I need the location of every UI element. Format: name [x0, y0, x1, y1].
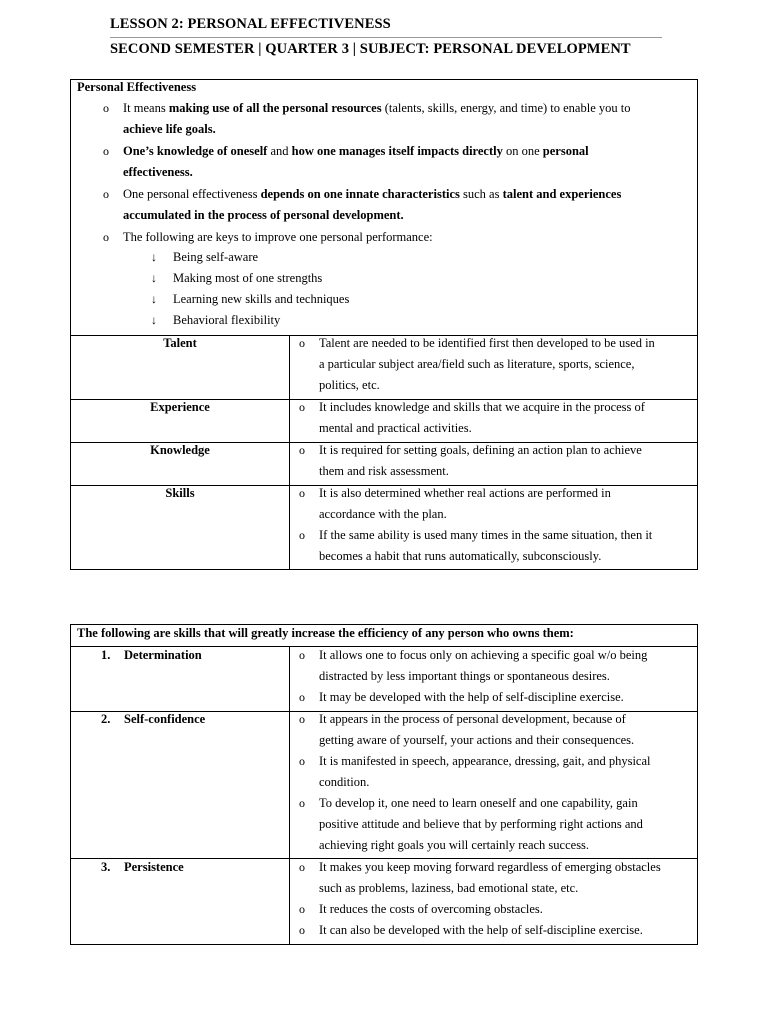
- row-text: distracted by less important things or spontaneous desires.: [319, 669, 610, 683]
- row-text: such as problems, laziness, bad emotional state, etc.: [319, 881, 579, 895]
- bullet-icon: o: [103, 101, 109, 115]
- efficiency-skills-table: [70, 624, 698, 945]
- lesson-subtitle: SECOND SEMESTER | QUARTER 3 | SUBJECT: PERSONAL DEVELOPMENT: [110, 41, 631, 57]
- row-text: It appears in the process of personal development, because of: [319, 712, 626, 726]
- bullet-icon: o: [299, 902, 305, 916]
- bullet-icon: o: [299, 486, 305, 500]
- row-text: getting aware of yourself, your actions and their consequences.: [319, 733, 635, 747]
- header-divider: [110, 37, 662, 38]
- arrow-down-icon: ↓: [151, 292, 157, 306]
- row-text: achieving right goals you will certainly reach success.: [319, 838, 590, 852]
- bullet-icon: o: [299, 443, 305, 457]
- row-text: condition.: [319, 775, 370, 789]
- bullet-icon: o: [299, 690, 305, 704]
- lesson-title: LESSON 2: PERSONAL EFFECTIVENESS: [110, 16, 391, 32]
- bullet-icon: o: [299, 754, 305, 768]
- row-text: a particular subject area/field such as literature, sports, science,: [319, 357, 635, 371]
- arrow-down-icon: ↓: [151, 250, 157, 264]
- row-label-persistence: Persistence: [124, 860, 184, 874]
- row-label-knowledge: Knowledge: [150, 443, 210, 457]
- row-text: becomes a habit that runs automatically, subconsciously.: [319, 549, 602, 563]
- row-label-talent: Talent: [163, 336, 197, 350]
- row-text: It is required for setting goals, defining an action plan to achieve: [319, 443, 642, 457]
- section-heading: Personal Effectiveness: [77, 80, 197, 94]
- row-label-self-confidence: Self-confidence: [124, 712, 206, 726]
- bullet-icon: o: [299, 796, 305, 810]
- bullet-icon: o: [299, 528, 305, 542]
- row-label-determination: Determination: [124, 648, 202, 662]
- arrow-down-icon: ↓: [151, 313, 157, 327]
- row-text: It is manifested in speech, appearance, dressing, gait, and physical: [319, 754, 651, 768]
- list-item-continuation: achieve life goals.: [123, 122, 216, 136]
- row-text: It includes knowledge and skills that we acquire in the process of: [319, 400, 645, 414]
- bullet-icon: o: [103, 230, 109, 244]
- row-text: Talent are needed to be identified first then developed to be used in: [319, 336, 655, 350]
- row-text: If the same ability is used many times in the same situation, then it: [319, 528, 653, 542]
- row-text: positive attitude and believe that by performing right actions and: [319, 817, 643, 831]
- bullet-icon: o: [299, 860, 305, 874]
- row-text: It allows one to focus only on achieving a specific goal w/o being: [319, 648, 648, 662]
- list-item-continuation: effectiveness.: [123, 165, 193, 179]
- bullet-icon: o: [299, 923, 305, 937]
- bullet-icon: o: [299, 712, 305, 726]
- row-label-skills: Skills: [165, 486, 195, 500]
- list-item-continuation: accumulated in the process of personal development.: [123, 208, 404, 222]
- personal-effectiveness-table: [70, 79, 698, 570]
- bullet-icon: o: [299, 648, 305, 662]
- bullet-icon: o: [103, 144, 109, 158]
- row-text: politics, etc.: [319, 378, 380, 392]
- row-number: 2.: [101, 712, 111, 726]
- row-text: It is also determined whether real actions are performed in: [319, 486, 611, 500]
- bullet-icon: o: [299, 400, 305, 414]
- row-text: accordance with the plan.: [319, 507, 447, 521]
- row-text: It may be developed with the help of self-discipline exercise.: [319, 690, 624, 704]
- row-text: To develop it, one need to learn oneself and one capability, gain: [319, 796, 638, 810]
- list-item: The following are keys to improve one personal performance:: [123, 230, 433, 244]
- section-heading: The following are skills that will greatly increase the efficiency of any person who owns them:: [77, 626, 574, 640]
- key-item: Learning new skills and techniques: [173, 292, 350, 306]
- bullet-icon: o: [299, 336, 305, 350]
- list-item: One personal effectiveness depends on one innate characteristics such as talent and experiences: [123, 187, 622, 201]
- column-divider: [289, 335, 290, 569]
- row-number: 3.: [101, 860, 111, 874]
- row-text: It can also be developed with the help of self-discipline exercise.: [319, 923, 643, 937]
- row-text: It makes you keep moving forward regardless of emerging obstacles: [319, 860, 661, 874]
- key-item: Making most of one strengths: [173, 271, 323, 285]
- row-text: them and risk assessment.: [319, 464, 449, 478]
- key-item: Being self-aware: [173, 250, 259, 264]
- column-divider: [289, 646, 290, 944]
- list-item: One’s knowledge of oneself and how one manages itself impacts directly on one personal: [123, 144, 589, 158]
- bullet-icon: o: [103, 187, 109, 201]
- row-text: It reduces the costs of overcoming obstacles.: [319, 902, 543, 916]
- row-number: 1.: [101, 648, 111, 662]
- arrow-down-icon: ↓: [151, 271, 157, 285]
- key-item: Behavioral flexibility: [173, 313, 281, 327]
- list-item: It means making use of all the personal resources (talents, skills, energy, and time) to enable you to: [123, 101, 631, 115]
- row-text: mental and practical activities.: [319, 421, 472, 435]
- row-label-experience: Experience: [150, 400, 210, 414]
